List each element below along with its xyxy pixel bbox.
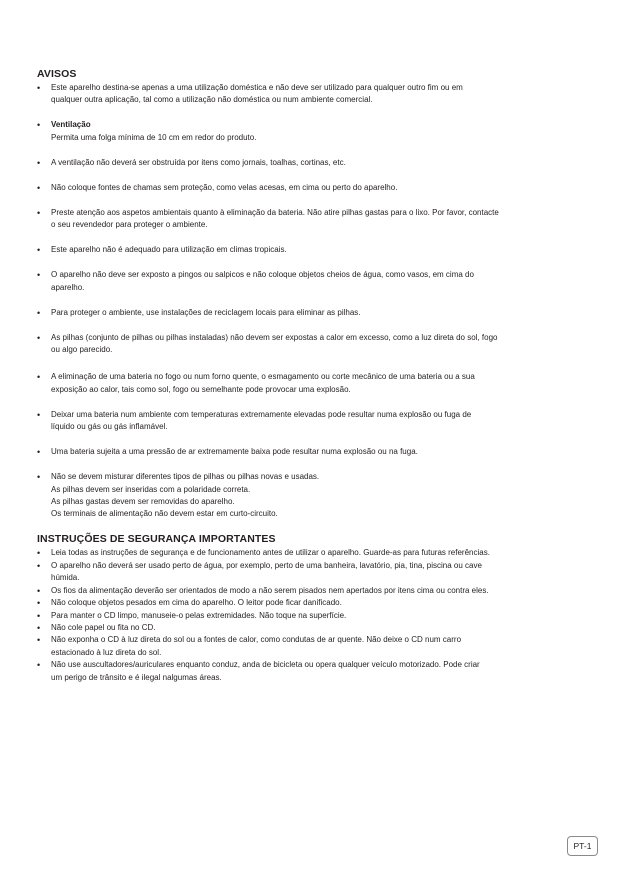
- warning-item: [37, 157, 593, 169]
- warning-item: [37, 269, 593, 294]
- text-line: Permita uma folga mínima de 10 cm em redor do produto.: [51, 132, 257, 142]
- text-line: exposição ao calor, tais como sol, fogo ou semelhante pode provocar uma explosão.: [51, 384, 351, 394]
- text-line: • Deixar uma bateria num ambiente com temperaturas extremamente elevadas pode resultar numa explosão ou fuga de: [51, 409, 472, 419]
- item-heading: • Ventilação: [51, 120, 91, 130]
- text-line: • Este aparelho não é adequado para utilização em climas tropicais.: [51, 245, 287, 255]
- warning-item: [37, 207, 593, 232]
- warnings-list: [37, 82, 593, 521]
- page-content: [37, 68, 593, 684]
- warning-item: [37, 82, 593, 107]
- text-line: • Não use auscultadores/auriculares enquanto conduz, anda de bicicleta ou opera qualquer veículo motorizado. Pode criar: [51, 660, 480, 670]
- warning-item: [37, 446, 593, 458]
- text-line: um perigo de trânsito e é ilegal nalgumas áreas.: [51, 672, 222, 682]
- safety-item: [37, 547, 593, 559]
- text-line: • Leia todas as instruções de segurança e de funcionamento antes de utilizar o aparelho. Guarde-as para futuras referências.: [51, 548, 490, 558]
- safety-item: [37, 622, 593, 634]
- warning-item: [37, 307, 593, 319]
- safety-item: [37, 597, 593, 609]
- safety-title: INSTRUÇÕES DE SEGURANÇA IMPORTANTES: [37, 533, 276, 546]
- warning-item: [37, 244, 593, 256]
- page-number-label: PT-1: [567, 836, 598, 856]
- text-line: • O aparelho não deve ser exposto a pingos ou salpicos e não coloque objetos cheios de água, como vasos, em cima do: [51, 270, 474, 280]
- text-line: estacionado à luz direta do sol.: [51, 647, 162, 657]
- warning-item: [37, 371, 593, 396]
- text-line: • Preste atenção aos aspetos ambientais quanto à eliminação da bateria. Não atire pilhas gastas para o lixo. Por favor, contacte: [51, 207, 499, 217]
- text-line: líquido ou gás ou gás inflamável.: [51, 422, 168, 432]
- text-line: aparelho.: [51, 282, 85, 292]
- text-line: • Os fios da alimentação deverão ser orientados de modo a não serem pisados nem apertados por itens cima ou contra eles.: [51, 585, 489, 595]
- text-line: húmida.: [51, 573, 80, 583]
- safety-list: [37, 547, 593, 683]
- text-line: qualquer outra aplicação, tal como a utilização não doméstica ou num ambiente comercial.: [51, 95, 373, 105]
- warning-item: [37, 182, 593, 194]
- text-line: ou algo parecido.: [51, 345, 113, 355]
- text-line: • Não cole papel ou fita no CD.: [51, 622, 156, 632]
- text-line: • Para manter o CD limpo, manuseie-o pelas extremidades. Não toque na superfície.: [51, 610, 347, 620]
- warning-item: [37, 471, 593, 521]
- text-line: • O aparelho não deverá ser usado perto de água, por exemplo, perto de uma banheira, lavatório, pia, tina, piscina ou cave: [51, 560, 482, 570]
- text-line: • Uma bateria sujeita a uma pressão de ar extremamente baixa pode resultar numa explosão ou na fuga.: [51, 447, 418, 457]
- warning-item: [37, 119, 593, 144]
- text-line: • A eliminação de uma bateria no fogo ou num forno quente, o esmagamento ou corte mecânico de uma bateria ou a sua: [51, 372, 475, 382]
- safety-item: [37, 585, 593, 597]
- safety-item: [37, 560, 593, 585]
- text-line: • Para proteger o ambiente, use instalações de reciclagem locais para eliminar as pilhas.: [51, 307, 361, 317]
- safety-item: [37, 659, 593, 684]
- text-line: o seu revendedor para proteger o ambiente.: [51, 220, 208, 230]
- text-line: • Não coloque fontes de chamas sem proteção, como velas acesas, em cima ou perto do aparelho.: [51, 182, 398, 192]
- text-line: Os terminais de alimentação não devem estar em curto-circuito.: [51, 509, 278, 519]
- warning-item: [37, 409, 593, 434]
- text-line: As pilhas gastas devem ser removidas do aparelho.: [51, 497, 235, 507]
- safety-item: [37, 610, 593, 622]
- text-line: • As pilhas (conjunto de pilhas ou pilhas instaladas) não devem ser expostas a calor em excesso, como a luz direta do sol, fogo: [51, 332, 498, 342]
- text-line: • Não se devem misturar diferentes tipos de pilhas ou pilhas novas e usadas.: [51, 472, 320, 482]
- safety-item: [37, 634, 593, 659]
- text-line: • Não coloque objetos pesados em cima do aparelho. O leitor pode ficar danificado.: [51, 598, 342, 608]
- warning-item: [37, 332, 593, 357]
- text-line: • A ventilação não deverá ser obstruída por itens como jornais, toalhas, cortinas, etc.: [51, 157, 346, 167]
- warnings-title: AVISOS: [37, 68, 77, 80]
- text-line: • Este aparelho destina-se apenas a uma utilização doméstica e não deve ser utilizado para qualquer outro fim ou em: [51, 83, 463, 92]
- text-line: As pilhas devem ser inseridas com a polaridade correta.: [51, 484, 251, 494]
- text-line: • Não exponha o CD à luz direta do sol ou a fontes de calor, como condutas de ar quente. Não deixe o CD num carro: [51, 635, 462, 645]
